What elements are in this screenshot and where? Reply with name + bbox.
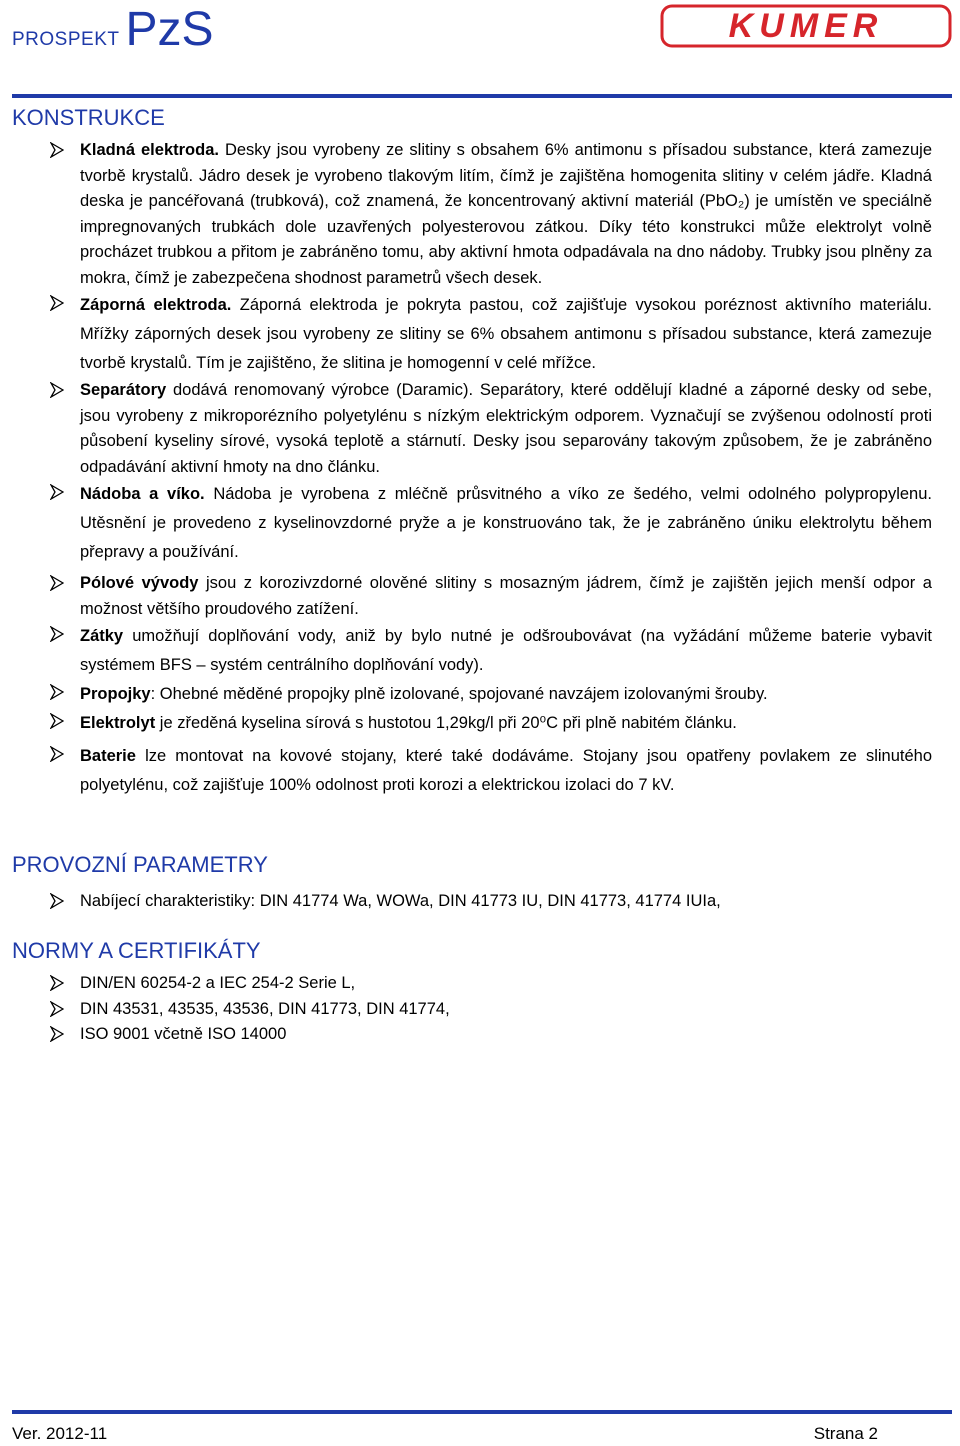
item-text: Záporná elektroda je pokryta pastou, což zajišťuje vysokou poréznost aktivního materiálu. Mřížky záporných desek jsou vyrobeny ze slitiny se 6% obsahem antimonu s přísadou substance, která zamezuje tvorbě krystalů. Tím je zajištěno, že slitina je homogenní v celé mřížce. (80, 296, 933, 372)
konstrukce-list (12, 138, 932, 800)
list-item (12, 571, 932, 622)
item-text: Nádoba je vyrobena z mléčně průsvitného a víko ze šedého, velmi odolného polypropylenu. Utěsnění je provedeno z kyselinovzdorné pryže a je konstruováno tak, že je zabráněno úniku elektrolytu během přepravy a používání. (80, 485, 932, 561)
page-header (12, 0, 952, 90)
title-prefix: PROSPEKT (12, 29, 120, 50)
item-text: je zředěná kyselina sírová s hustotou 1,29kg/l při 20⁰C při plně nabitém článku. (155, 714, 737, 732)
item-label: Elektrolyt (80, 714, 156, 732)
footer-version: Ver. 2012-11 (12, 1424, 108, 1443)
arrow-bullet-icon (50, 684, 64, 700)
arrow-bullet-icon (50, 1001, 64, 1017)
item-label: Pólové vývody (80, 574, 199, 592)
item-text: DIN 43531, 43535, 43536, DIN 41773, DIN 41774, (80, 999, 450, 1018)
footer-page-number: Strana 2 (813, 1424, 878, 1443)
normy-list (12, 971, 932, 1048)
item-label: Záporná elektroda. (80, 296, 232, 314)
section-title-konstrukce: KONSTRUKCE (12, 105, 165, 130)
arrow-bullet-icon (50, 575, 64, 591)
arrow-bullet-icon (50, 975, 64, 991)
arrow-bullet-icon (50, 713, 64, 729)
kumer-logo (660, 4, 952, 48)
arrow-bullet-icon (50, 1026, 64, 1042)
arrow-bullet-icon (50, 484, 64, 500)
list-item (12, 680, 932, 709)
item-label: Propojky (80, 685, 151, 703)
list-item (12, 378, 932, 480)
item-text: Desky jsou vyrobeny ze slitiny s obsahem 6% antimonu s přísadou substance, která zamezuje tvorbě krystalů. Jádro desek je vyrobeno tlakovým litím, čímž je zajištěna homogenita slitiny v celém jádře. Kladná deska je pancéřovaná (trubková), což znamená, že koncentrovaný aktivní materiál (PbO₂) je umístěn ve speciálně impregnovaných trubkách dole uzavřených polyesterovou zátkou. Díky této konstrukci může elektrolyt volně procházet trubkou a přitom je zabráněno tomu, aby aktivní hmota odpadávala na dno nádoby. Trubky jsou plněny za mokra, čímž je zabezpečena shodnost parametrů všech desek. (80, 141, 932, 287)
item-text: ISO 9001 včetně ISO 14000 (80, 1025, 287, 1043)
item-text: DIN/EN 60254-2 a IEC 254-2 Serie L, (80, 974, 356, 992)
list-item (12, 622, 932, 680)
section-title-provozni-parametry: PROVOZNÍ PARAMETRY (12, 852, 268, 877)
arrow-bullet-icon (50, 295, 64, 311)
item-label: Nádoba a víko. (80, 485, 205, 503)
list-item (12, 1022, 932, 1048)
item-text: Nabíjecí charakteristiky: DIN 41774 Wa, WOWa, DIN 41773 IU, DIN 41773, 41774 IUIa, (80, 892, 721, 910)
arrow-bullet-icon (50, 382, 64, 398)
document-title (12, 2, 214, 57)
footer-divider (12, 1410, 952, 1414)
arrow-bullet-icon (50, 746, 64, 762)
item-text: dodává renomovaný výrobce (Daramic). Separátory, které oddělují kladné a záporné desky od sebe, jsou vyrobeny z mikroporézního polyetylénu s nízkým elektrickým odporem. Vyznačují se zvýšenou odolností proti působení kyseliny sírové, vysoká teplotě a stárnutí. Desky jsou separovány takovým způsobem, že je zabráněno odpadávání aktivní hmoty na dno článku. (80, 381, 932, 476)
list-item (12, 709, 932, 738)
arrow-bullet-icon (50, 626, 64, 642)
list-item (12, 742, 932, 800)
list-item (12, 997, 932, 1023)
logo-text: KUMER (728, 7, 884, 45)
arrow-bullet-icon (50, 893, 64, 909)
title-product: PzS (125, 3, 214, 56)
provozni-parametry-list (12, 889, 932, 915)
item-label: Baterie (80, 747, 136, 765)
item-text: umožňují doplňování vody, aniž by bylo nutné je odšroubovávat (na vyžádání můžeme baterie vybavit systémem BFS – systém centrálního doplňování vody). (80, 627, 932, 674)
arrow-bullet-icon (50, 142, 64, 158)
list-item (12, 138, 932, 291)
list-item (12, 971, 932, 997)
item-label: Zátky (80, 627, 124, 645)
section-title-normy-a-certifikaty: NORMY A CERTIFIKÁTY (12, 938, 261, 963)
item-label: Separátory (80, 381, 167, 399)
item-text: : Ohebné měděné propojky plně izolované, spojované navzájem izolovanými šrouby. (150, 685, 768, 703)
item-text: lze montovat na kovové stojany, které také dodáváme. Stojany jsou opatřeny povlakem ze slinutého polyetylénu, což zajišťuje 100% odolnost proti korozi a elektrickou izolaci do 7 kV. (80, 747, 932, 794)
header-divider (12, 94, 952, 98)
item-text: jsou z korozivzdorné olověné slitiny s mosazným jádrem, čímž je zajištěn jejich menší odpor a možnost většího proudového zatížení. (80, 574, 932, 618)
list-item (12, 480, 932, 567)
list-item (12, 889, 932, 915)
item-label: Kladná elektroda. (80, 141, 219, 159)
list-item (12, 291, 932, 378)
